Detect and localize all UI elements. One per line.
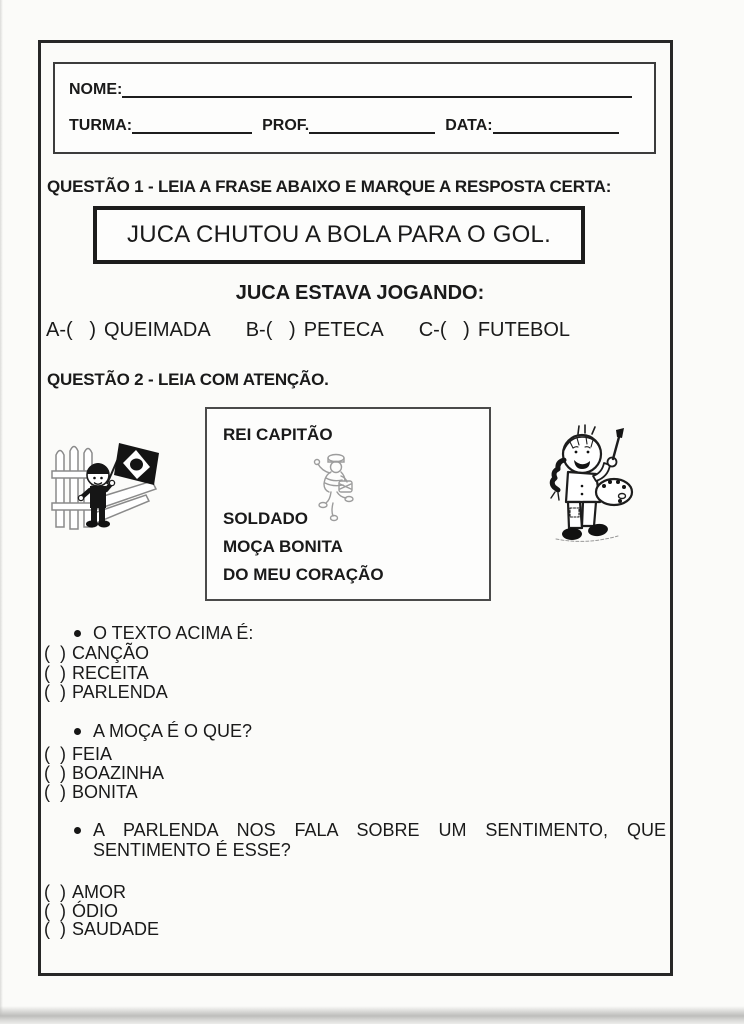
label-odio: ÓDIO xyxy=(72,901,119,921)
label-saudade: SAUDADE xyxy=(72,919,160,939)
question1-sentence-box xyxy=(93,206,585,264)
checkbox-odio: ( ) xyxy=(44,901,66,921)
child-painter-illustration xyxy=(530,424,635,545)
answer-option-amor[interactable] xyxy=(44,882,126,903)
checkbox-receita: ( ) xyxy=(44,663,66,683)
answer-option-receita[interactable] xyxy=(44,663,149,684)
checkbox-amor: ( ) xyxy=(44,882,66,902)
bullet-icon xyxy=(74,728,81,735)
subquestion3-prompt-line1: A PARLENDA NOS FALA SOBRE UM SENTIMENTO, QUE xyxy=(93,820,666,840)
answer-option-parlenda[interactable] xyxy=(44,682,168,703)
date-label: DATA: xyxy=(445,117,493,134)
marching-soldier-illustration xyxy=(303,451,361,523)
parlenda-text-box xyxy=(205,407,491,601)
answer-option-feia[interactable] xyxy=(44,744,112,765)
name-row xyxy=(69,80,638,98)
label-amor: AMOR xyxy=(72,882,126,902)
subquestion1-prompt: O TEXTO ACIMA É: xyxy=(93,623,254,643)
option-b-label: PETECA xyxy=(303,319,384,341)
checkbox-feia: ( ) xyxy=(44,744,66,764)
label-cancao: CANÇÃO xyxy=(72,643,150,663)
date-field-line[interactable] xyxy=(493,116,619,134)
label-receita: RECEITA xyxy=(72,663,149,683)
checkbox-parlenda: ( ) xyxy=(44,682,66,702)
name-field-line[interactable] xyxy=(122,80,632,98)
option-b-checkbox: B-( ) xyxy=(245,319,296,341)
subquestion3-prompt-line2: SENTIMENTO É ESSE? xyxy=(93,840,291,860)
label-parlenda: PARLENDA xyxy=(72,682,168,702)
class-prof-date-row xyxy=(69,116,638,134)
bullet-icon xyxy=(74,630,81,637)
bullet-icon xyxy=(74,827,81,834)
name-label: NOME: xyxy=(69,81,123,98)
checkbox-bonita: ( ) xyxy=(44,782,66,802)
scan-edge-left xyxy=(0,0,3,1024)
option-a-label: QUEIMADA xyxy=(104,319,211,341)
student-info-box xyxy=(53,62,656,154)
parlenda-line-1: REI CAPITÃO xyxy=(223,425,333,444)
answer-option-futebol[interactable] xyxy=(419,319,570,342)
teacher-label: PROF. xyxy=(262,117,310,134)
checkbox-cancao: ( ) xyxy=(44,643,66,663)
class-label: TURMA: xyxy=(69,117,133,134)
label-feia: FEIA xyxy=(72,744,113,764)
answer-option-saudade[interactable] xyxy=(44,919,159,940)
option-c-label: FUTEBOL xyxy=(477,319,571,341)
answer-option-cancao[interactable] xyxy=(44,643,149,664)
option-c-checkbox: C-( ) xyxy=(418,319,470,341)
label-bonita: BONITA xyxy=(72,782,138,802)
question1-title: QUESTÃO 1 - LEIA A FRASE ABAIXO E MARQUE A RESPOSTA CERTA: xyxy=(47,177,612,196)
boy-with-brazil-flag-illustration xyxy=(50,437,162,543)
parlenda-line-3: MOÇA BONITA xyxy=(223,537,343,556)
scan-edge-bottom xyxy=(0,1006,744,1024)
subquestion2-prompt: A MOÇA É O QUE? xyxy=(93,721,253,741)
parlenda-line-4: DO MEU CORAÇÃO xyxy=(223,565,384,584)
question1-prompt: JUCA ESTAVA JOGANDO: xyxy=(235,282,485,304)
answer-option-peteca[interactable] xyxy=(246,319,384,342)
parlenda-line-2: SOLDADO xyxy=(223,509,308,528)
label-boazinha: BOAZINHA xyxy=(72,763,165,783)
answer-option-queimada[interactable] xyxy=(46,319,211,342)
answer-option-bonita[interactable] xyxy=(44,782,138,803)
answer-option-boazinha[interactable] xyxy=(44,763,164,784)
question1-sentence: JUCA CHUTOU A BOLA PARA O GOL. xyxy=(127,221,551,248)
class-field-line[interactable] xyxy=(132,116,252,134)
option-a-checkbox: A-( ) xyxy=(46,319,96,341)
checkbox-boazinha: ( ) xyxy=(44,763,66,783)
teacher-field-line[interactable] xyxy=(309,116,435,134)
question1-options xyxy=(46,319,570,342)
checkbox-saudade: ( ) xyxy=(44,919,66,939)
question2-title: QUESTÃO 2 - LEIA COM ATENÇÃO. xyxy=(47,370,329,389)
